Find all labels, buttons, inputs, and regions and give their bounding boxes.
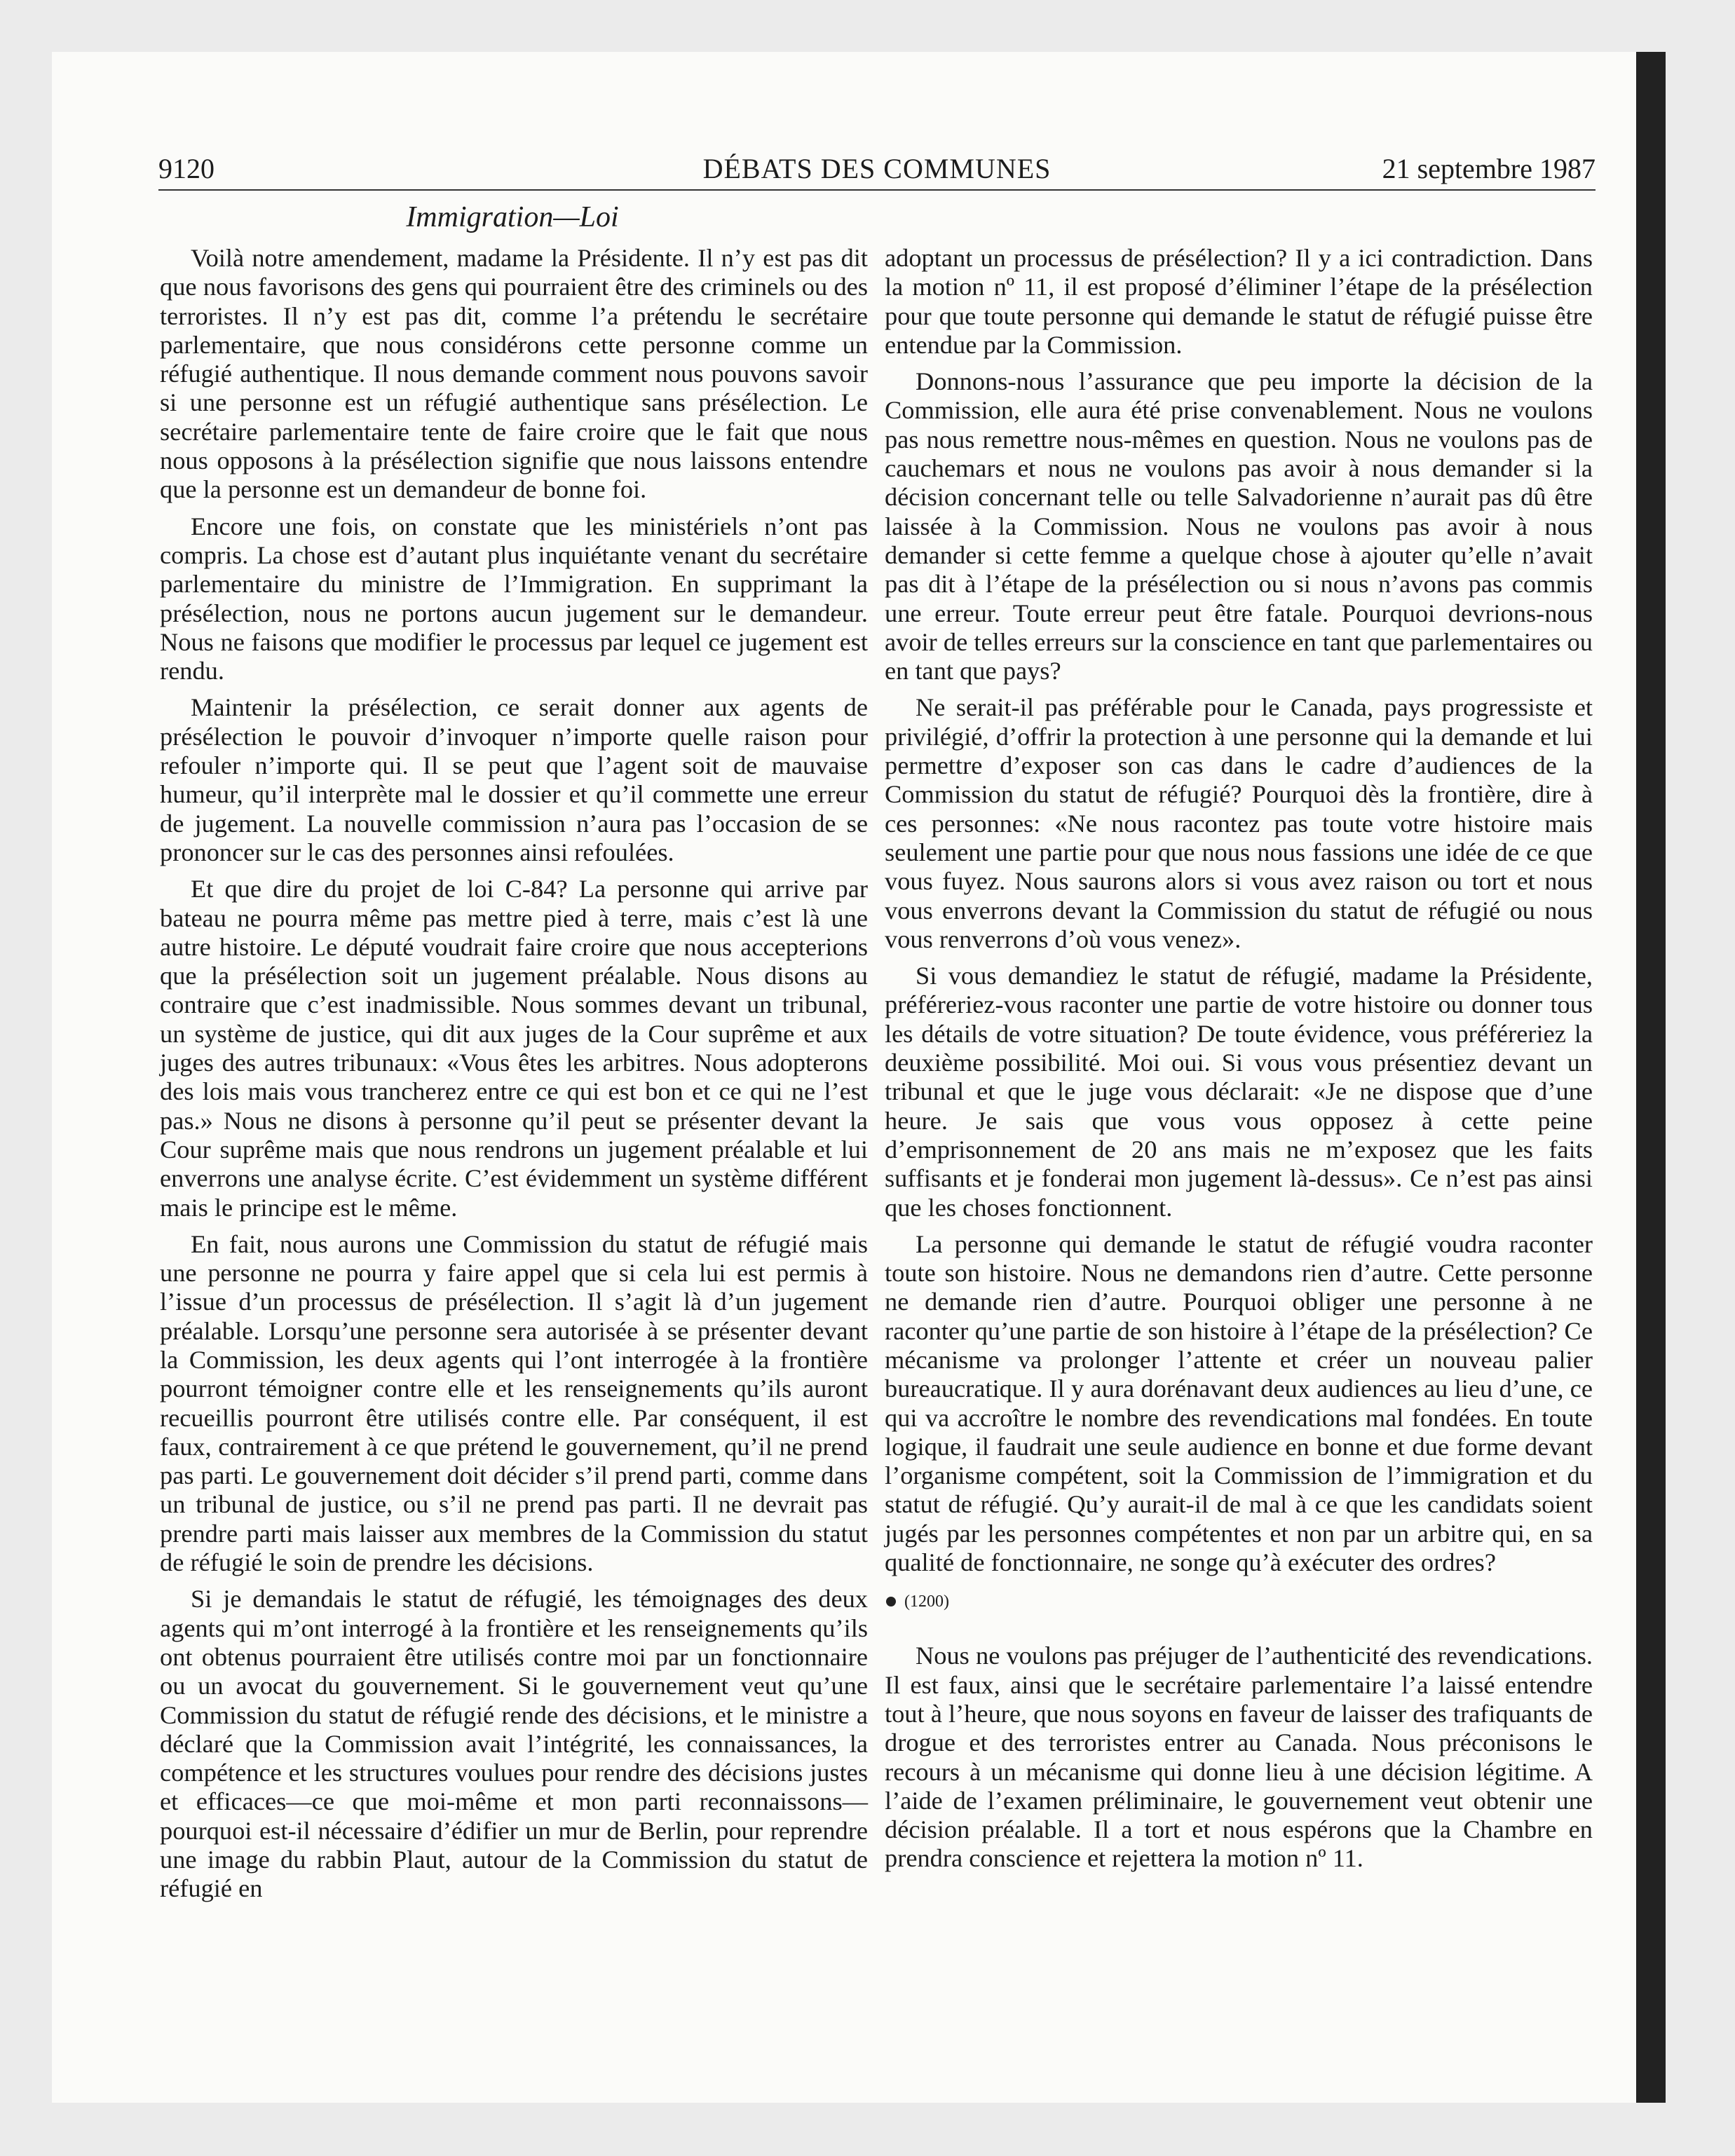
paragraph: Si vous demandiez le statut de réfugié, madame la Présidente, préféreriez-vous raconter une partie de votre histoire ou donner tous les détails de votre situation? De toute évidence, vous préféreriez la deuxième possibilité. Moi oui. Si vous vous présentiez devant un tribunal et que le juge vous déclarait: «Je ne dispose que d’une heure. Je sais que vous vous opposez à cette peine d’emprisonnement de 20 ans mais ne m’exposez que les faits suffisants et je fonderai mon jugement là-dessus». Ce n’est pas ainsi que les choses fonctionnent. xyxy=(885,962,1593,1222)
time-marker xyxy=(886,1591,1593,1612)
paragraph: Ne serait-il pas préférable pour le Canada, pays progressiste et privilégié, d’offrir la protection à une personne qui la demande et lui permettre d’exposer son cas dans le cadre d’audiences de la Commission du statut de réfugié? Pourquoi dès la frontière, dire à ces personnes: «Ne nous racontez pas toute votre histoire mais seulement une partie pour que nous nous fassions une idée de ce que vous fuyez. Nous saurons alors si vous avez raison ou tort et nous vous enverrons devant la Commission du statut de réfugié ou nous vous renverrons d’où vous venez». xyxy=(885,693,1593,953)
section-subtitle: Immigration—Loi xyxy=(406,201,619,233)
paragraph: En fait, nous aurons une Commission du statut de réfugié mais une personne ne pourra y faire appel que si cela lui est permis à l’issue d’un processus de présélection. Il s’agit là d’un jugement préalable. Lorsqu’une personne sera autorisée à se présenter devant la Commission, les deux agents qui l’ont interrogée à la frontière pourront témoigner contre elle et les renseignements qu’ils auront recueillis pourront être utilisés contre elle. Par conséquent, il est faux, contrairement à ce que prétend le gouvernement, qu’il ne prend pas parti. Le gouvernement doit décider s’il prend parti, comme dans un tribunal de justice, ou s’il ne prend pas parti. Il ne devrait pas prendre parti mais laisser aux membres de la Commission du statut de réfugié le soin de prendre les décisions. xyxy=(160,1229,868,1577)
page-number: 9120 xyxy=(158,153,215,184)
paragraph: Encore une fois, on constate que les ministériels n’ont pas compris. La chose est d’autant plus inquiétante venant du secrétaire parlementaire du ministre de l’Immigration. En supprimant la présélection, nous ne portons aucun jugement sur le demandeur. Nous ne faisons que modifier le processus par lequel ce jugement est rendu. xyxy=(160,512,868,685)
page-header xyxy=(158,151,1595,191)
paragraph: Si je demandais le statut de réfugié, les témoignages des deux agents qui m’ont interrogé à la frontière et les renseignements qu’ils ont obtenus pourraient être utilisés contre moi par un fonctionnaire ou un avocat du gouvernement. Si le gouvernement veut qu’une Commission du statut de réfugié rende des décisions, et le ministre a déclaré que la Commission avait l’intégrité, les connaissances, la compétence et les structures voulues pour rendre des décisions justes et efficaces—ce que moi-même et mon parti reconnaissons—pourquoi est-il nécessaire d’édifier un mur de Berlin, pour reprendre une image du rabbin Plaut, autour de la Commission du statut de réfugié en xyxy=(160,1585,868,1903)
paragraph: Donnons-nous l’assurance que peu importe la décision de la Commission, elle aura été prise convenablement. Nous ne voulons pas nous remettre nous-mêmes en question. Nous ne voulons pas de cauchemars et nous ne voulons pas avoir à nous demander si la décision concernant telle ou telle Salvadorienne n’aurait pas dû être laissée à la Commission. Nous ne voulons pas avoir à nous demander si cette femme a quelque chose à ajouter qu’elle n’avait pas dit à l’étape de la présélection ou si nous n’avons pas commis une erreur. Toute erreur peut être fatale. Pourquoi devrions-nous avoir de telles erreurs sur la conscience en tant que parlementaires ou en tant que pays? xyxy=(885,367,1593,685)
time-marker-label: (1200) xyxy=(904,1592,949,1611)
paragraph: Nous ne voulons pas préjuger de l’authenticité des revendications. Il est faux, ainsi que le secrétaire parlementaire l’a laissé entendre tout à l’heure, que nous soyons en faveur de laisser des trafiquants de drogue et des terroristes entrer au Canada. Nous préconisons le recours à un mécanisme qui donne lieu à une décision légitime. A l’aide de l’examen préliminaire, le gouvernement veut obtenir une décision préalable. Il a tort et nous espérons que la Chambre en prendra conscience et rejettera la motion nº 11. xyxy=(885,1642,1593,1873)
scan-edge-bar xyxy=(1636,52,1666,2103)
paragraph: Voilà notre amendement, madame la Présidente. Il n’y est pas dit que nous favorisons des gens qui pourraient être des criminels ou des terroristes. Il n’y est pas dit, comme l’a prétendu le secrétaire parlementaire, que nous considérons cette personne comme un réfugié authentique. Il nous demande comment nous pouvons savoir si une personne est un réfugié authentique sans présélection. Le secrétaire parlementaire tente de faire croire que le fait que nous nous opposons à la présélection signifie que nous laissons entendre que la personne est un demandeur de bonne foi. xyxy=(160,244,868,504)
paragraph: Maintenir la présélection, ce serait donner aux agents de présélection le pouvoir d’invoquer n’importe quelle raison pour refouler n’importe qui. Il se peut que l’agent soit de mauvaise humeur, qu’il interprète mal le dossier et qu’il commette une erreur de jugement. La nouvelle commission n’aura pas l’occasion de se prononcer sur le cas des personnes ainsi refoulées. xyxy=(160,693,868,866)
paragraph: La personne qui demande le statut de réfugié voudra raconter toute son histoire. Nous ne demandons rien d’autre. Cette personne ne demande rien d’autre. Pourquoi obliger une personne à ne raconter qu’une partie de son histoire à l’étape de la présélection? Ce mécanisme va prolonger l’attente et créer un nouveau palier bureaucratique. Il y aura dorénavant deux audiences au lieu d’une, ce qui va accroître le nombre des revendications mal fondées. En toute logique, il faudrait une seule audience en bonne et due forme devant l’organisme compétent, soit la Commission de l’immigration et du statut de réfugié. Qu’y aurait-il de mal à ce que les candidats soient jugés par les personnes compétentes et non par un arbitre qui, en sa qualité de fonctionnaire, ne songe qu’à exécuter des ordres? xyxy=(885,1229,1593,1577)
paragraph: adoptant un processus de présélection? Il y a ici contradiction. Dans la motion nº 11, il est proposé d’éliminer l’étape de la présélection pour que toute personne qui demande le statut de réfugié puisse être entendue par la Commission. xyxy=(885,244,1593,359)
paragraph: Et que dire du projet de loi C-84? La personne qui arrive par bateau ne pourra même pas mettre pied à terre, mais c’est là une autre histoire. Le député voudrait faire croire que nous accepterions que la présélection soit un jugement préalable. Nous disons au contraire que c’est inadmissible. Nous sommes devant un tribunal, un système de justice, qui dit aux juges de la Cour suprême et aux juges des autres tribunaux: «Vous êtes les arbitres. Nous adopterons des lois mais vous trancherez entre ce qui est bon et ce qui ne l’est pas.» Nous ne disons à personne qu’il peut se présenter devant la Cour suprême mais que nous rendrons un jugement préalable et lui enverrons une analyse écrite. C’est évidemment un système différent mais le principe est le même. xyxy=(160,875,868,1222)
page-date: 21 septembre 1987 xyxy=(1382,153,1595,184)
right-column xyxy=(885,244,1593,1881)
left-column xyxy=(160,244,868,1911)
publication-title: DÉBATS DES COMMUNES xyxy=(702,153,1052,184)
bullet-icon xyxy=(886,1597,896,1606)
